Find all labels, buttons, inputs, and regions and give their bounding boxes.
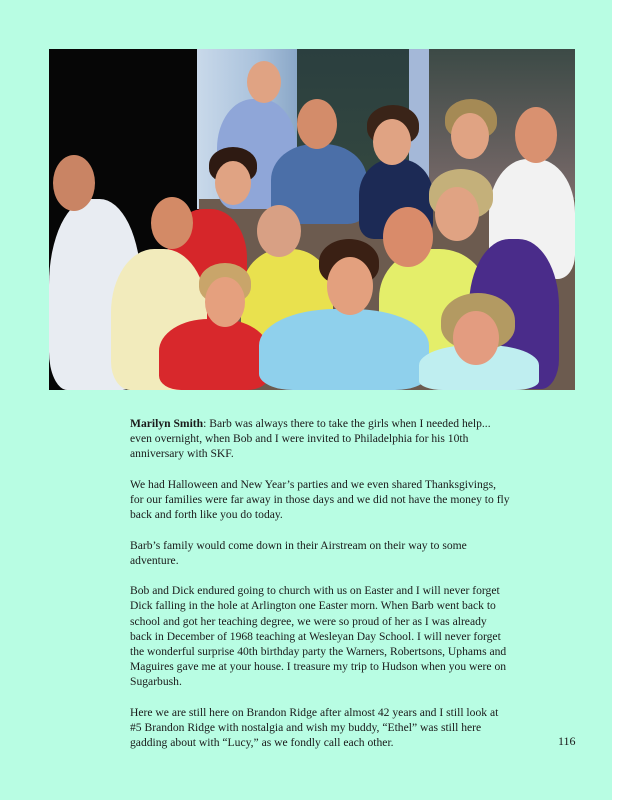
photo-face — [247, 61, 281, 103]
paragraph: We had Halloween and New Year’s parties and we even shared Thanksgivings, for our families were far away in those days and we did not have the money to fly back and forth like you do today. — [130, 477, 510, 522]
photo-face — [205, 277, 245, 327]
paragraph: Bob and Dick endured going to church with us on Easter and I will never forget Dick falling in the hole at Arlington one Easter morn. When Barb went back to school and got her teaching degree, we were so proud of her as I was already back in December of 1968 teaching at Wesleyan Day School. I will never forget the wonderful surprise 40th birthday party the Warners, Robertsons, Uphams and Maguires gave me at your house. I treasure my trip to Hudson when you were on Sugarbush. — [130, 584, 507, 689]
photo-face — [53, 155, 95, 211]
paragraph-text: : Barb was always there to take the girls when I needed help... even overnight, when Bob and I were invited to Philadelphia for his 10th anniversary with SKF. — [130, 417, 491, 461]
photo-face — [515, 107, 557, 163]
photo-face — [297, 99, 337, 149]
photo-face — [215, 161, 251, 205]
photo-face — [435, 187, 479, 241]
body-text — [130, 416, 510, 766]
photo-face — [383, 207, 433, 267]
paragraph: Here we are still here on Brandon Ridge after almost 42 years and I still look at #5 Brandon Ridge with nostalgia and wish my buddy, “Ethel” was still here gadding about with “Lucy,” as we fondly call each other. — [130, 705, 499, 750]
photo-face — [257, 205, 301, 257]
speaker-name: Marilyn Smith — [130, 417, 204, 430]
photo-face — [453, 311, 499, 365]
photo-face — [451, 113, 489, 159]
photo-person — [159, 319, 269, 390]
page-number: 116 — [558, 734, 576, 748]
photo-face — [327, 257, 373, 315]
paragraph — [130, 416, 510, 462]
photo-face — [373, 119, 411, 165]
photo-person — [259, 309, 429, 390]
paragraph: Barb’s family would come down in their Airstream on their way to some adventure. — [130, 538, 467, 567]
group-photo — [49, 49, 575, 390]
photo-face — [151, 197, 193, 249]
